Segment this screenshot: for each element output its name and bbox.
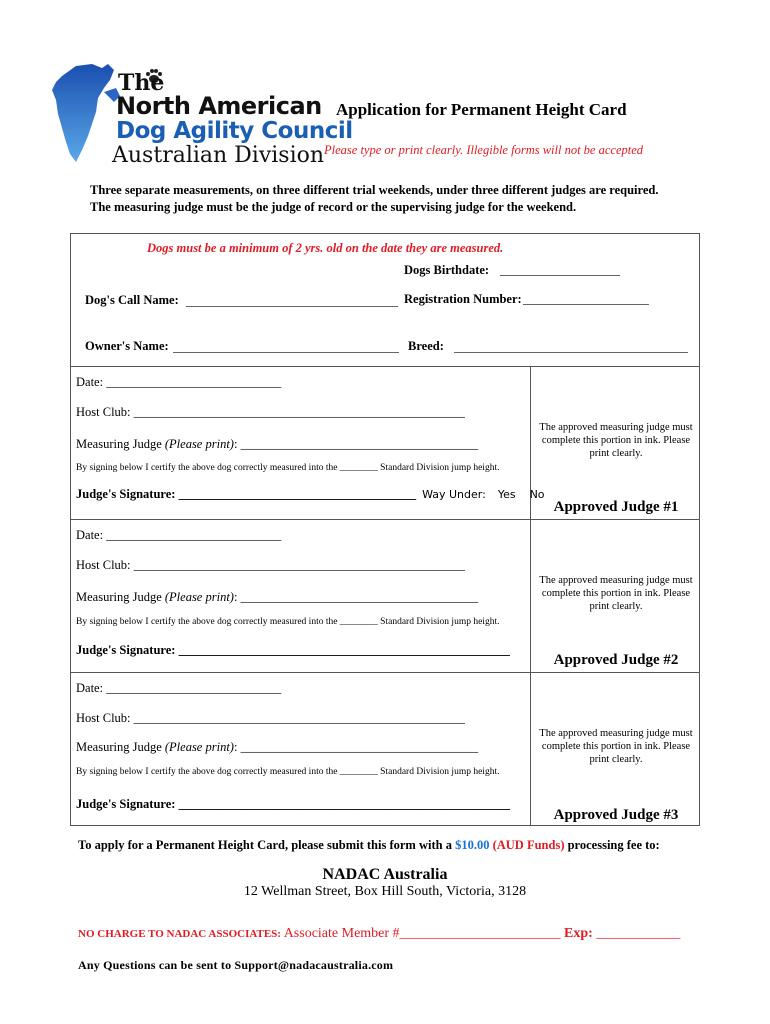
judge-1-signature-label: Judge's Signature: ______________________________________ bbox=[76, 487, 417, 501]
way-under-label: Way Under: bbox=[422, 488, 486, 501]
judge-3-measuring-label: Measuring Judge bbox=[76, 740, 165, 754]
judge-1-measuring-hint: (Please print) bbox=[164, 437, 234, 451]
judge-2-certify-text: By signing below I certify the above dog correctly measured into the ________ Standard Division jump height. bbox=[76, 617, 500, 627]
form-title: Application for Permanent Height Card bbox=[336, 100, 627, 119]
exp-label: Exp: bbox=[560, 926, 597, 941]
nadac-logo bbox=[48, 58, 353, 168]
associate-member-field[interactable]: _______________________ bbox=[399, 926, 561, 941]
judge-3-measuring-line: : ______________________________________ bbox=[233, 740, 479, 754]
judge-1-measuring-label: Measuring Judge bbox=[76, 437, 165, 451]
judge-3-certify-text: By signing below I certify the above dog correctly measured into the ________ Standard Division jump height. bbox=[76, 767, 500, 777]
judge-1-host-club-field[interactable]: Host Club: _____________________________________________________ bbox=[76, 405, 465, 419]
fee-amount: $10.00 bbox=[455, 838, 490, 852]
org-name: NADAC Australia bbox=[322, 866, 448, 883]
judge-3-note: The approved measuring judge must complete this portion in ink. Please print clearly. bbox=[539, 728, 693, 765]
requirements-line-1: Three separate measurements, on three different trial weekends, under three different judges are required. bbox=[90, 183, 659, 197]
judge-3-title: Approved Judge #3 bbox=[553, 807, 679, 823]
judge-3-measuring-judge-field[interactable] bbox=[76, 740, 478, 755]
questions-contact: Any Questions can be sent to Support@nadacaustralia.com bbox=[78, 958, 394, 972]
judge-3-fields bbox=[71, 673, 531, 825]
call-name-label: Dog's Call Name: bbox=[85, 293, 179, 307]
judge-3-measuring-hint: (Please print) bbox=[164, 740, 234, 754]
judge-1-signature-field[interactable] bbox=[76, 487, 545, 502]
breed-field[interactable] bbox=[454, 352, 688, 353]
judge-section-1 bbox=[70, 366, 700, 520]
judge-section-2 bbox=[70, 519, 700, 673]
logo-text-australian-division: Australian Division bbox=[112, 143, 325, 168]
judge-3-date-field[interactable]: Date: ____________________________ bbox=[76, 681, 282, 695]
judge-2-host-club-field[interactable]: Host Club: _____________________________________________________ bbox=[76, 558, 465, 572]
min-age-notice: Dogs must be a minimum of 2 yrs. old on the date they are measured. bbox=[147, 241, 504, 255]
judge-1-note: The approved measuring judge must complete this portion in ink. Please print clearly. bbox=[539, 422, 693, 459]
judge-1-title: Approved Judge #1 bbox=[553, 499, 679, 515]
judge-1-measuring-line: : ______________________________________ bbox=[233, 437, 479, 451]
org-address: 12 Wellman Street, Box Hill South, Victoria, 3128 bbox=[243, 884, 527, 899]
birthdate-field[interactable] bbox=[500, 275, 620, 276]
judge-3-host-club-field[interactable]: Host Club: _____________________________________________________ bbox=[76, 711, 465, 725]
way-under-options bbox=[422, 488, 544, 501]
apply-pre-text: To apply for a Permanent Height Card, please submit this form with a bbox=[78, 838, 456, 852]
way-under-yes[interactable]: Yes bbox=[497, 488, 516, 501]
logo-text-north-american: North American bbox=[116, 92, 322, 120]
judge-1-measuring-judge-field[interactable] bbox=[76, 437, 478, 452]
associate-label: Associate Member # bbox=[283, 926, 400, 941]
birthdate-label: Dogs Birthdate: bbox=[404, 263, 490, 277]
way-under-no[interactable]: No bbox=[529, 488, 545, 501]
logo-text-the: The bbox=[118, 70, 165, 96]
judge-2-date-field[interactable]: Date: ____________________________ bbox=[76, 528, 282, 542]
registration-field[interactable] bbox=[523, 304, 649, 305]
logo-text-dog-agility-council: Dog Agility Council bbox=[116, 118, 353, 144]
owner-name-label: Owner's Name: bbox=[85, 339, 169, 353]
judge-section-3 bbox=[70, 672, 700, 826]
form-subtitle: Please type or print clearly. Illegible forms will not be accepted bbox=[324, 143, 644, 157]
no-charge-text: NO CHARGE TO NADAC ASSOCIATES: bbox=[78, 928, 284, 940]
judge-3-signature-field[interactable]: Judge's Signature: _____________________________________________________ bbox=[76, 797, 510, 811]
breed-label: Breed: bbox=[408, 339, 444, 353]
judge-2-measuring-judge-field[interactable] bbox=[76, 590, 478, 605]
associate-notice bbox=[78, 926, 680, 942]
apply-post-text: processing fee to: bbox=[564, 838, 660, 852]
apply-instructions bbox=[78, 838, 660, 853]
judge-2-signature-field[interactable]: Judge's Signature: _____________________________________________________ bbox=[76, 643, 510, 657]
call-name-field[interactable] bbox=[186, 306, 398, 307]
judge-2-note: The approved measuring judge must complete this portion in ink. Please print clearly. bbox=[539, 575, 693, 612]
fee-funds: (AUD Funds) bbox=[492, 838, 565, 852]
judge-1-fields bbox=[71, 367, 545, 519]
requirements-line-2: The measuring judge must be the judge of record or the supervising judge for the weekend. bbox=[90, 200, 577, 214]
registration-label: Registration Number: bbox=[404, 292, 522, 306]
judge-2-measuring-line: : ______________________________________ bbox=[233, 590, 479, 604]
judge-2-title: Approved Judge #2 bbox=[553, 652, 679, 668]
judge-1-certify-text: By signing below I certify the above dog correctly measured into the ________ Standard Division jump height. bbox=[76, 463, 500, 473]
judge-2-measuring-label: Measuring Judge bbox=[76, 590, 165, 604]
exp-field[interactable]: ____________ bbox=[596, 926, 681, 941]
judge-1-date-field[interactable]: Date: ____________________________ bbox=[76, 375, 282, 389]
judge-2-fields bbox=[71, 520, 531, 672]
requirements-text bbox=[90, 182, 658, 216]
judge-2-measuring-hint: (Please print) bbox=[164, 590, 234, 604]
owner-name-field[interactable] bbox=[173, 352, 399, 353]
